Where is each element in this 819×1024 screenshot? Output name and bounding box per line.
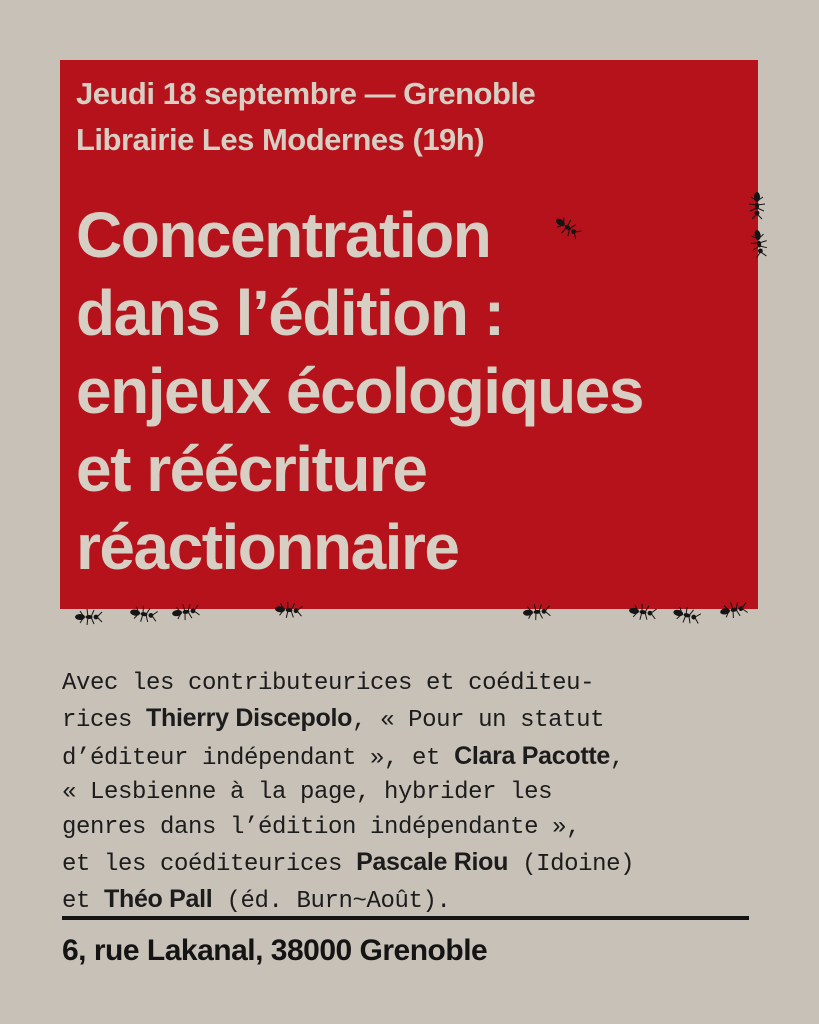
ant-icon xyxy=(716,598,749,623)
title-line: réactionnaire xyxy=(76,511,459,583)
speaker-name: Pascale Riou xyxy=(356,848,509,877)
description-line: « Lesbienne à la page, hybrider les xyxy=(62,779,553,807)
description-line: Avec les contributeurices et coéditeu- xyxy=(62,670,595,697)
venue-address: 6, rue Lakanal, 38000 Grenoble xyxy=(62,934,488,967)
description-line xyxy=(62,739,762,776)
description-line: genres dans l’édition indépendante », xyxy=(62,813,581,841)
ant-icon xyxy=(272,599,304,622)
ant-icon xyxy=(747,226,772,259)
ant-icon xyxy=(73,607,103,627)
title-line: et réécriture xyxy=(76,433,427,505)
description-text: (éd. Burn~Août). xyxy=(212,888,451,916)
title-line: enjeux écologiques xyxy=(76,355,643,427)
description-text: (Idoine) xyxy=(508,851,635,879)
ant-icon xyxy=(126,602,159,627)
description-text: et xyxy=(62,888,105,916)
description-text: , « Pour un statut xyxy=(352,707,605,735)
event-title xyxy=(76,196,643,586)
title-line: dans l’édition : xyxy=(76,277,504,349)
description-text: d’éditeur indépendant », et xyxy=(62,744,455,772)
event-venue: Librairie Les Modernes (19h) xyxy=(76,122,485,157)
speaker-name: Clara Pacotte xyxy=(454,741,610,770)
title-line: Concentration xyxy=(76,199,491,271)
description-text: rices xyxy=(62,707,147,735)
speakers-description xyxy=(62,667,762,920)
ant-icon xyxy=(626,600,658,624)
ant-icon xyxy=(747,190,767,220)
ant-icon xyxy=(169,600,201,624)
description-line xyxy=(62,701,762,738)
speaker-name: Théo Pall xyxy=(104,885,213,914)
description-text: et les coéditeurices xyxy=(62,851,357,879)
ant-icon xyxy=(520,601,552,624)
speaker-name: Thierry Discepolo xyxy=(146,704,353,733)
event-date: Jeudi 18 septembre — Grenoble xyxy=(76,76,536,111)
description-line xyxy=(62,845,762,882)
divider xyxy=(62,916,749,920)
description-line xyxy=(62,882,762,919)
description-text: , xyxy=(609,744,624,772)
